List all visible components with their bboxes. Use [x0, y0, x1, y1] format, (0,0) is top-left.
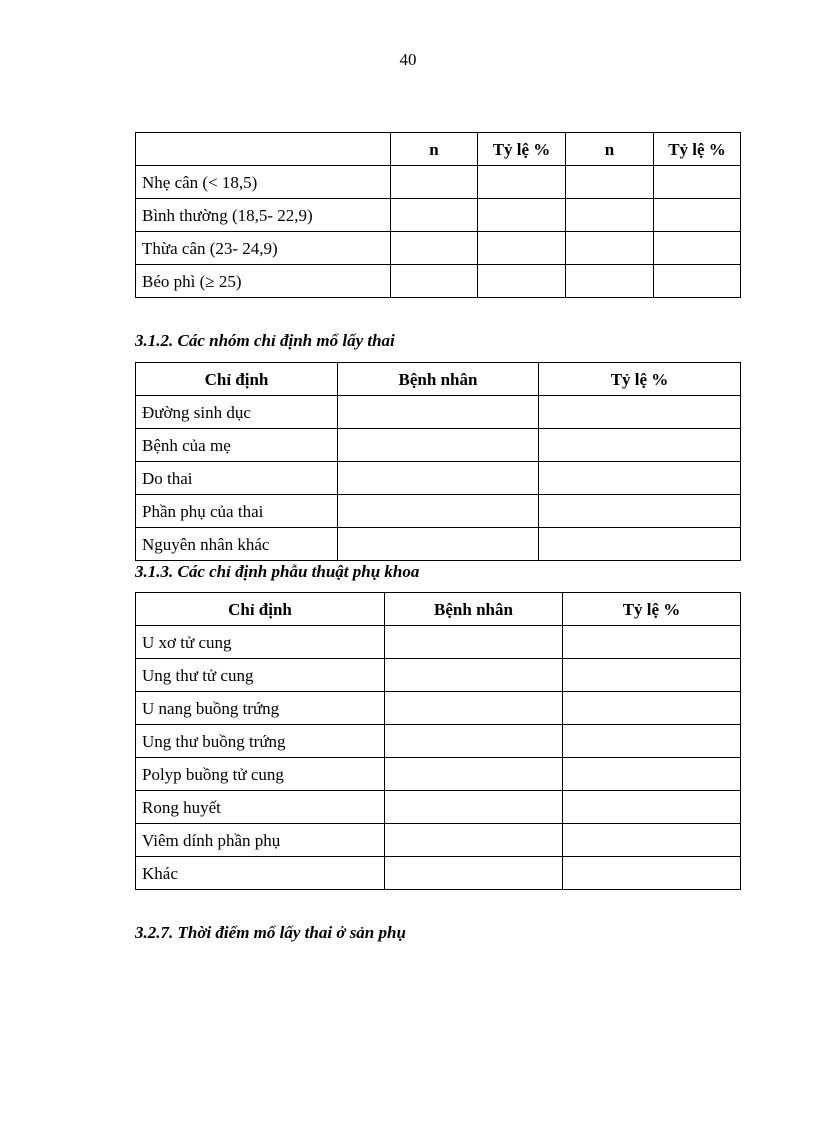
table-row — [136, 232, 741, 265]
row-label: U nang buồng trứng — [136, 692, 385, 725]
section-heading-3-2-7: 3.2.7. Thời điểm mổ lấy thai ở sản phụ — [135, 923, 406, 942]
row-label: Phần phụ của thai — [136, 495, 338, 528]
table-row — [136, 758, 741, 791]
table-header-row — [136, 133, 741, 166]
header-cell — [136, 133, 391, 166]
section-heading-3-1-2: 3.1.2. Các nhóm chỉ định mổ lấy thai — [135, 331, 395, 350]
table-row — [136, 265, 741, 298]
page-number: 40 — [399, 50, 417, 69]
header-cell: n — [566, 133, 654, 166]
row-label: Viêm dính phần phụ — [136, 824, 385, 857]
cesarean-indications-table — [135, 362, 741, 561]
header-cell: Tỷ lệ % — [563, 593, 741, 626]
header-cell: Chỉ định — [136, 363, 338, 396]
row-label: Thừa cân (23- 24,9) — [136, 232, 391, 265]
bmi-table — [135, 132, 741, 298]
section-heading-3-1-3: 3.1.3. Các chỉ định phẫu thuật phụ khoa — [135, 562, 420, 581]
table-row — [136, 857, 741, 890]
row-label: Rong huyết — [136, 791, 385, 824]
table-row — [136, 429, 741, 462]
gynecologic-surgery-table — [135, 592, 741, 890]
table-header-row — [136, 363, 741, 396]
row-label: Polyp buồng tử cung — [136, 758, 385, 791]
row-label: Béo phì (≥ 25) — [136, 265, 391, 298]
header-cell: Tỷ lệ % — [654, 133, 741, 166]
table-row — [136, 659, 741, 692]
row-label: Ung thư tử cung — [136, 659, 385, 692]
header-cell: Chỉ định — [136, 593, 385, 626]
row-label: Do thai — [136, 462, 338, 495]
row-label: U xơ tử cung — [136, 626, 385, 659]
row-label: Ung thư buồng trứng — [136, 725, 385, 758]
table-row — [136, 166, 741, 199]
table-row — [136, 528, 741, 561]
table-row — [136, 396, 741, 429]
header-cell: Tỷ lệ % — [539, 363, 741, 396]
row-label: Bình thường (18,5- 22,9) — [136, 199, 391, 232]
table-row — [136, 725, 741, 758]
row-label: Nguyên nhân khác — [136, 528, 338, 561]
header-cell: Bệnh nhân — [338, 363, 539, 396]
table-header-row — [136, 593, 741, 626]
row-label: Nhẹ cân (< 18,5) — [136, 166, 391, 199]
row-label: Đường sinh dục — [136, 396, 338, 429]
row-label: Bệnh của mẹ — [136, 429, 338, 462]
table-row — [136, 495, 741, 528]
table-row — [136, 824, 741, 857]
header-cell: n — [391, 133, 478, 166]
header-cell: Bệnh nhân — [385, 593, 563, 626]
row-label: Khác — [136, 857, 385, 890]
table-row — [136, 462, 741, 495]
table-row — [136, 692, 741, 725]
header-cell: Tỷ lệ % — [478, 133, 566, 166]
table-row — [136, 199, 741, 232]
table-row — [136, 626, 741, 659]
table-row — [136, 791, 741, 824]
